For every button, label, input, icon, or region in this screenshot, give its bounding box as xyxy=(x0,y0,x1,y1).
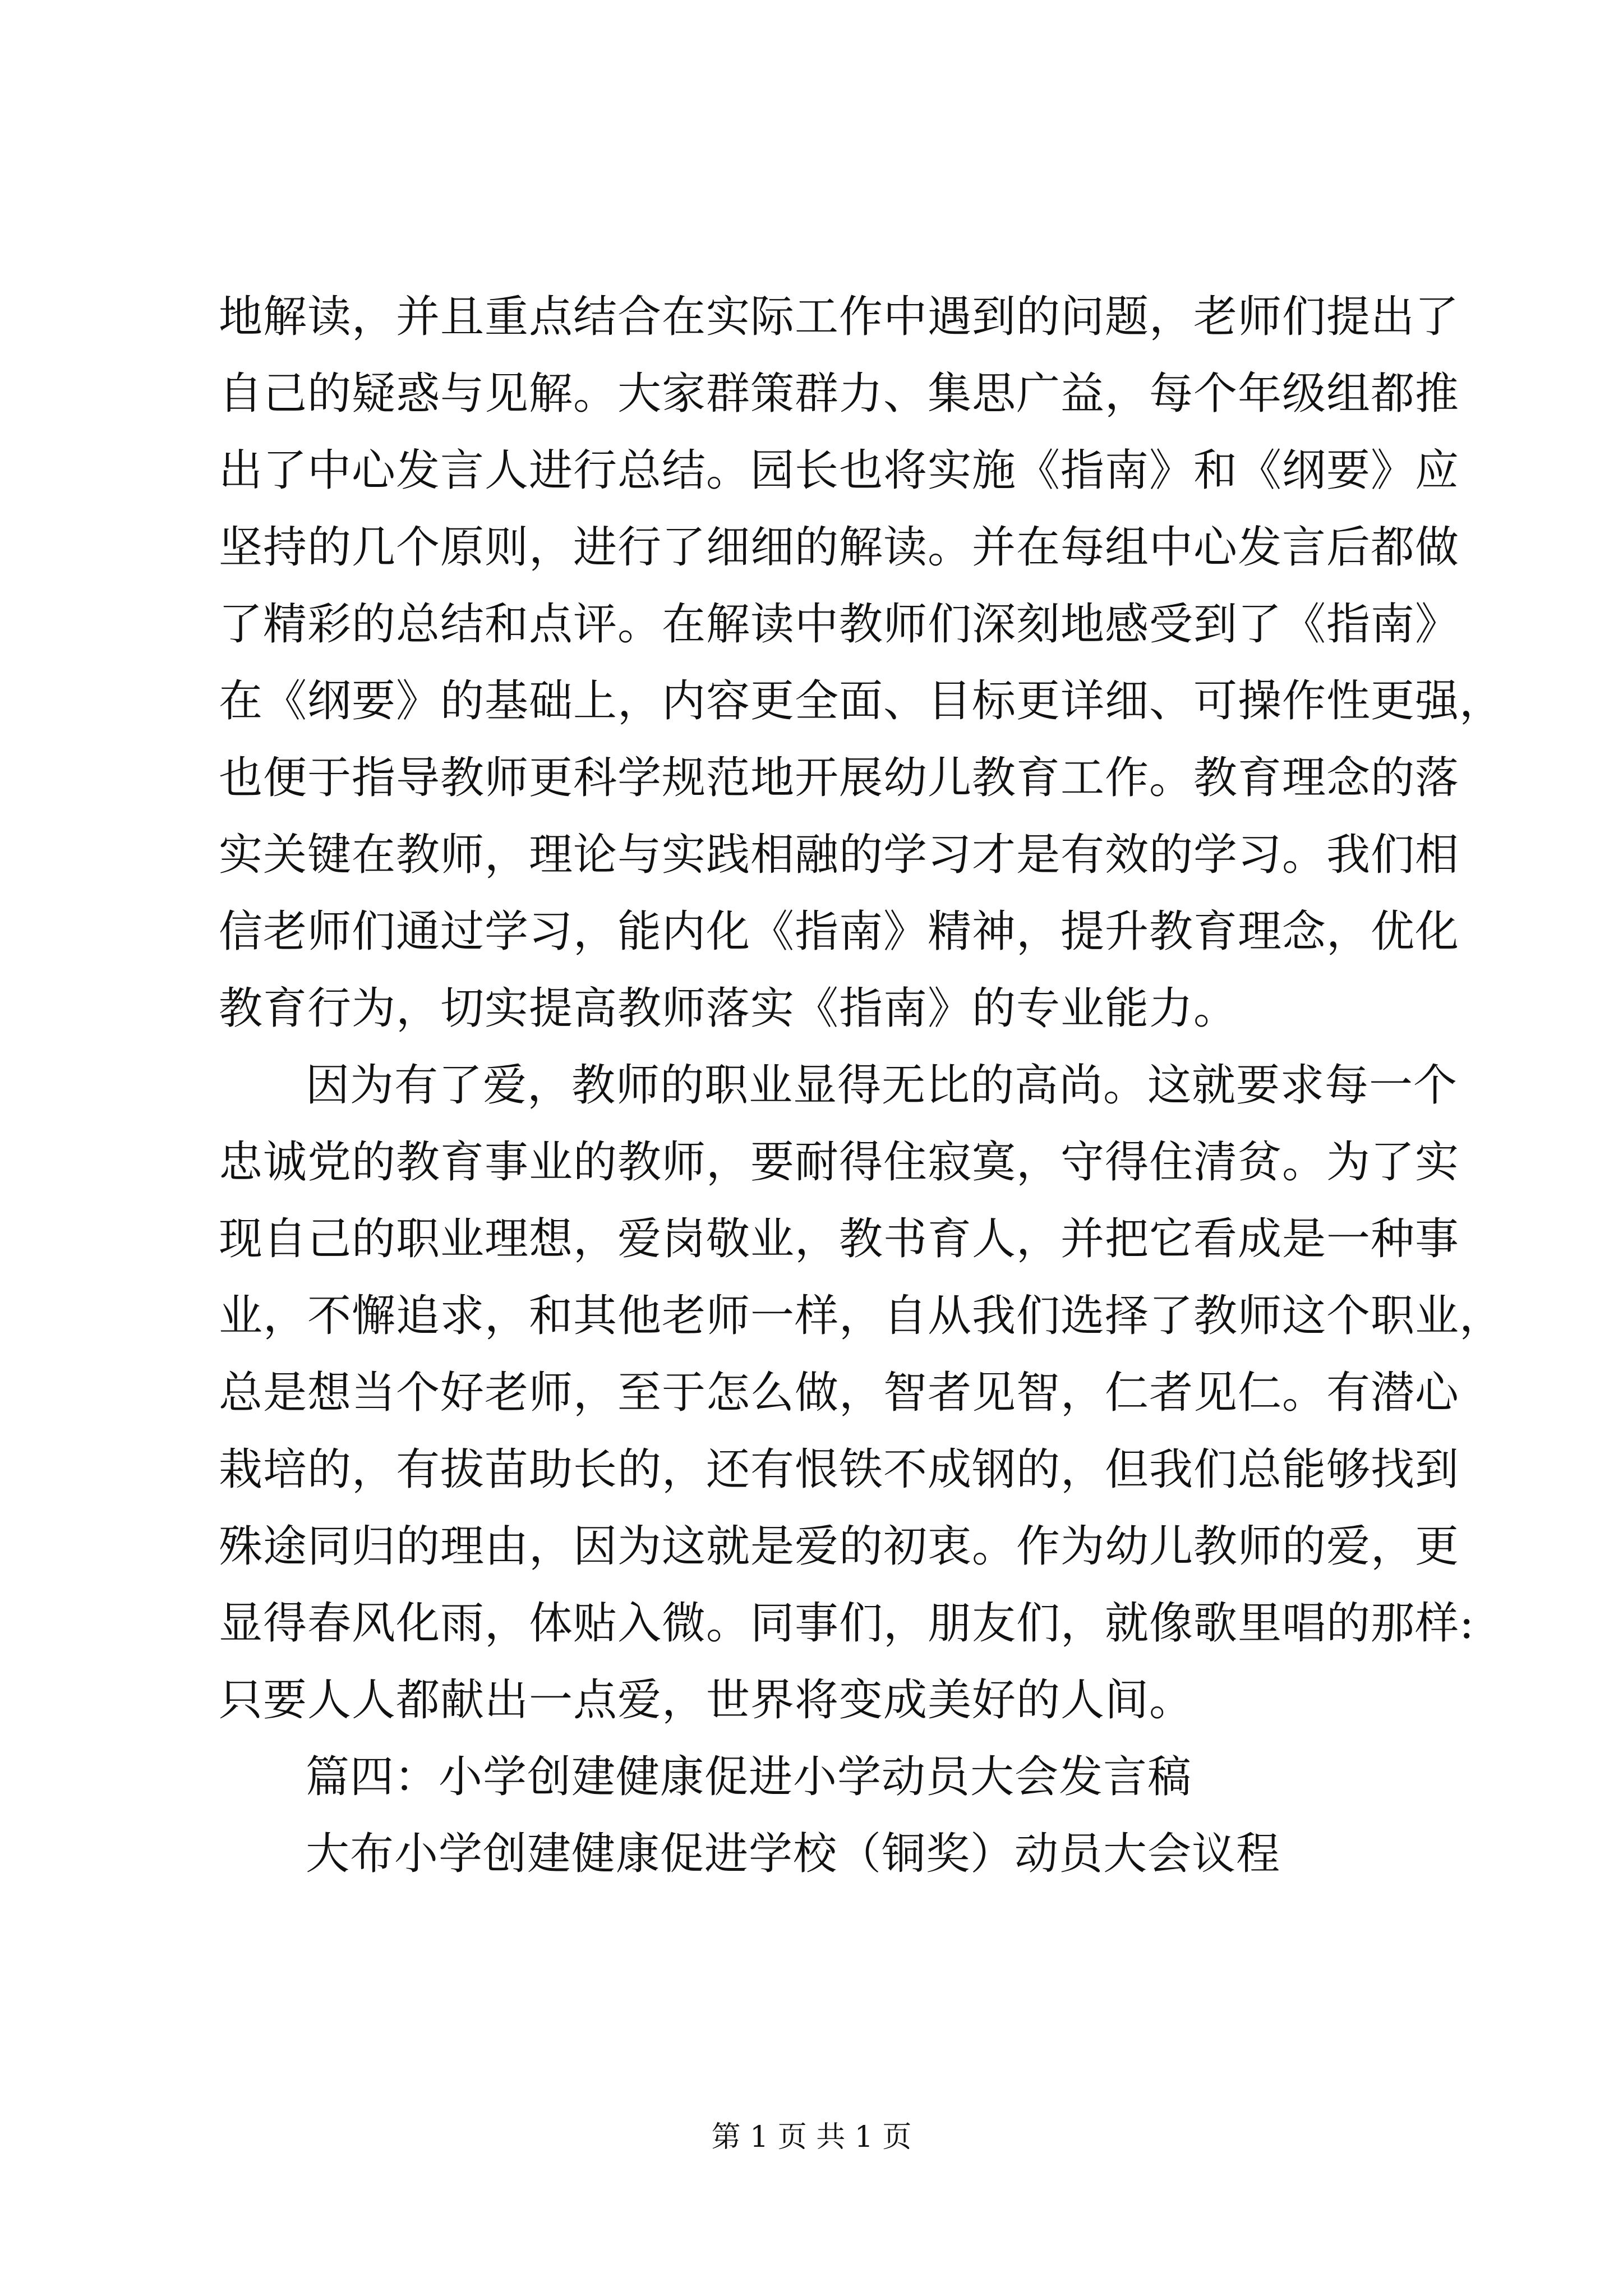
text-line: 业，不懈追求，和其他老师一样，自从我们选择了教师这个职业， xyxy=(219,1291,1504,1341)
text-line: 因为有了爱，教师的职业显得无比的高尚。这就要求每一个 xyxy=(306,1060,1458,1111)
text-line: 总是想当个好老师，至于怎么做，智者见智，仁者见仁。有潜心 xyxy=(219,1368,1460,1418)
text-line: 坚持的几个原则，进行了细细的解读。并在每组中心发言后都做 xyxy=(219,522,1460,573)
text-line: 出了中心发言人进行总结。园长也将实施《指南》和《纲要》应 xyxy=(219,445,1460,496)
text-line: 显得春风化雨，体贴入微。同事们，朋友们，就像歌里唱的那样: xyxy=(219,1598,1475,1649)
section-heading: 篇四：小学创建健康促进小学动员大会发言稿 xyxy=(306,1752,1192,1802)
subheading: 大布小学创建健康促进学校（铜奖）动员大会议程 xyxy=(306,1829,1281,1879)
text-line: 了精彩的总结和点评。在解读中教师们深刻地感受到了《指南》 xyxy=(219,599,1460,650)
text-line: 教育行为，切实提高教师落实《指南》的专业能力。 xyxy=(219,983,1238,1034)
text-line: 地解读，并且重点结合在实际工作中遇到的问题，老师们提出了 xyxy=(219,292,1460,342)
text-line: 实关键在教师，理论与实践相融的学习才是有效的学习。我们相 xyxy=(219,830,1460,880)
text-line: 现自己的职业理想，爱岗敬业，教书育人，并把它看成是一种事 xyxy=(219,1214,1460,1264)
text-line: 只要人人都献出一点爱，世界将变成美好的人间。 xyxy=(219,1675,1194,1726)
text-line: 殊途同归的理由，因为这就是爱的初衷。作为幼儿教师的爱，更 xyxy=(219,1521,1460,1572)
text-line: 自己的疑惑与见解。大家群策群力、集思广益，每个年级组都推 xyxy=(219,369,1460,419)
text-line: 在《纲要》的基础上，内容更全面、目标更详细、可操作性更强， xyxy=(219,676,1504,726)
text-line: 栽培的，有拔苗助长的，还有恨铁不成钢的，但我们总能够找到 xyxy=(219,1444,1460,1495)
text-line: 信老师们通过学习，能内化《指南》精神，提升教育理念，优化 xyxy=(219,907,1460,957)
page-footer: 第 1 页 共 1 页 xyxy=(711,2120,912,2154)
text-line: 忠诚党的教育事业的教师，要耐得住寂寞，守得住清贫。为了实 xyxy=(219,1137,1460,1188)
text-line: 也便于指导教师更科学规范地开展幼儿教育工作。教育理念的落 xyxy=(219,753,1460,803)
